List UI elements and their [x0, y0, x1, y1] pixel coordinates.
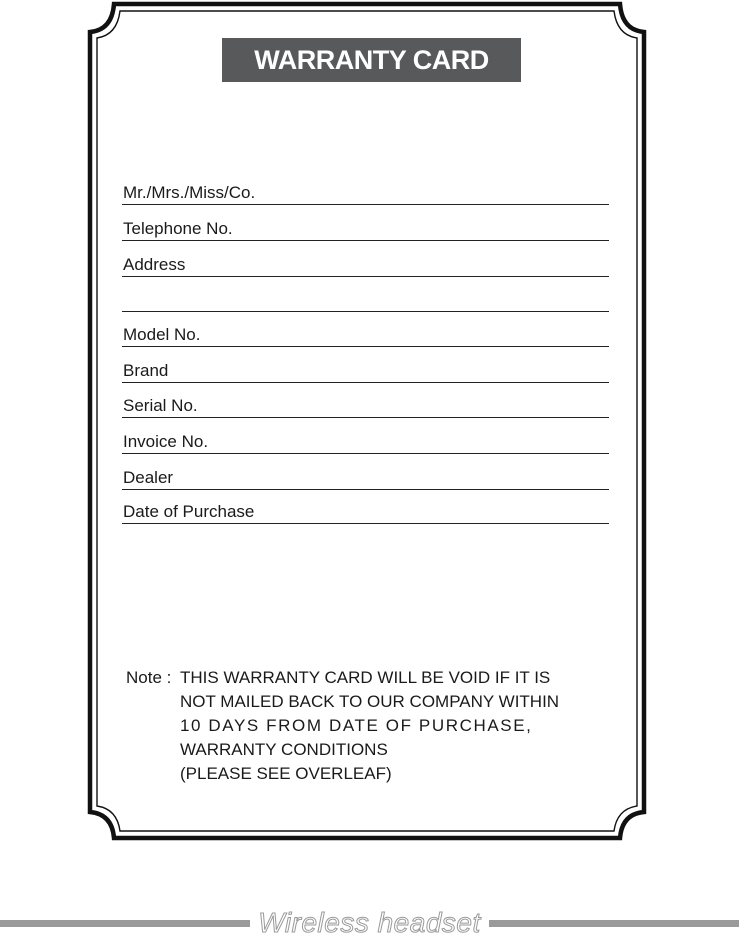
field-name[interactable] [122, 180, 609, 205]
field-telephone[interactable] [122, 216, 609, 241]
note-line: (PLEASE SEE OVERLEAF) [180, 764, 392, 783]
field-invoice-no[interactable] [122, 429, 609, 454]
field-telephone-label: Telephone No. [123, 219, 233, 238]
card-title: WARRANTY CARD [222, 38, 521, 82]
note-label: Note : [126, 668, 172, 687]
field-serial-no[interactable] [122, 393, 609, 418]
field-brand-label: Brand [123, 361, 169, 380]
field-model-no[interactable] [122, 322, 609, 347]
field-address-line-2[interactable] [122, 287, 609, 312]
field-date-of-purchase-label: Date of Purchase [123, 502, 255, 521]
field-invoice-no-label: Invoice No. [123, 432, 209, 451]
field-dealer[interactable] [122, 465, 609, 490]
note-body [180, 666, 596, 786]
field-serial-no-label: Serial No. [123, 396, 198, 415]
field-name-label: Mr./Mrs./Miss/Co. [123, 183, 256, 202]
footer-title-text: Wireless headset [250, 907, 489, 938]
field-date-of-purchase[interactable] [122, 499, 609, 524]
field-address-label: Address [123, 255, 186, 274]
field-dealer-label: Dealer [123, 468, 174, 487]
note-line: WARRANTY CONDITIONS [180, 740, 388, 759]
note-line: NOT MAILED BACK TO OUR COMPANY WITHIN [180, 692, 560, 711]
field-brand[interactable] [122, 358, 609, 383]
footer-title [0, 905, 739, 941]
note-line: THIS WARRANTY CARD WILL BE VOID IF IT IS [180, 668, 551, 687]
note-line: 10 DAYS FROM DATE OF PURCHASE, [180, 716, 533, 735]
field-model-no-label: Model No. [123, 325, 201, 344]
field-address[interactable] [122, 252, 609, 277]
